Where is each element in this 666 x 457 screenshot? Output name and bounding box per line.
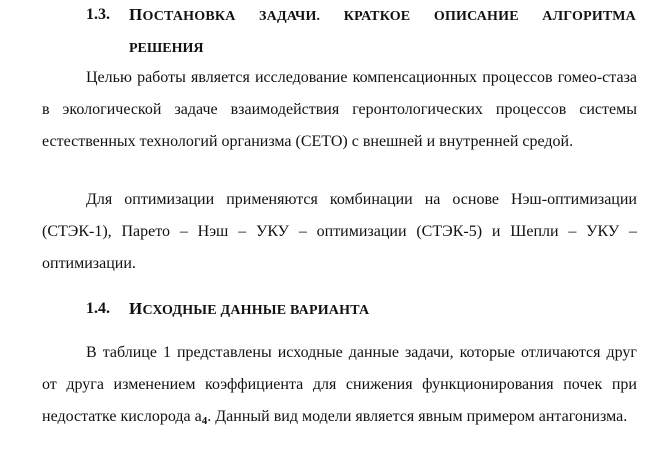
paragraph-optimization: Для оптимизации применяются комбинации на основе Нэш-оптимизации (СТЭК-1), Парето – Нэш – УКУ – оптимизации (СТЭК-5) и Шепли – УКУ – оптимизации. xyxy=(42,191,637,272)
section-title xyxy=(129,4,636,28)
section-heading-1-3 xyxy=(86,4,636,60)
section-title-initial: И xyxy=(129,299,143,318)
paragraph-input-data xyxy=(42,337,637,437)
section-title-initial: П xyxy=(129,5,143,24)
paragraph-goal: Целью работы является исследование компенсационных процессов гомео-стаза в экологической задаче взаимодействия геронтологических процессов системы естественных технологий организма (СЕТО) с внешней и внутренней средой. xyxy=(42,69,637,150)
section-heading-1-4 xyxy=(86,298,636,322)
section-number: 1.4. xyxy=(86,300,110,317)
section-title-rest: ОСТАНОВКА ЗАДАЧИ. КРАТКОЕ ОПИСАНИЕ АЛГОРИТМА xyxy=(142,9,636,24)
paragraph-text-start: В таблице 1 представлены исходные данные задачи, которые отличаются друг от друга изменением коэффициента для снижения функционирования почек при недостатке кислорода a xyxy=(42,344,637,425)
section-title xyxy=(129,298,636,322)
section-title-rest: СХОДНЫЕ ДАННЫЕ ВАРИАНТА xyxy=(142,303,370,318)
subscript-index: 4 xyxy=(201,415,208,427)
section-title-line2: РЕШЕНИЯ xyxy=(129,41,204,56)
paragraph-text-end: . Данный вид модели является явным примером антагонизма. xyxy=(207,408,628,425)
section-number: 1.3. xyxy=(86,6,110,23)
